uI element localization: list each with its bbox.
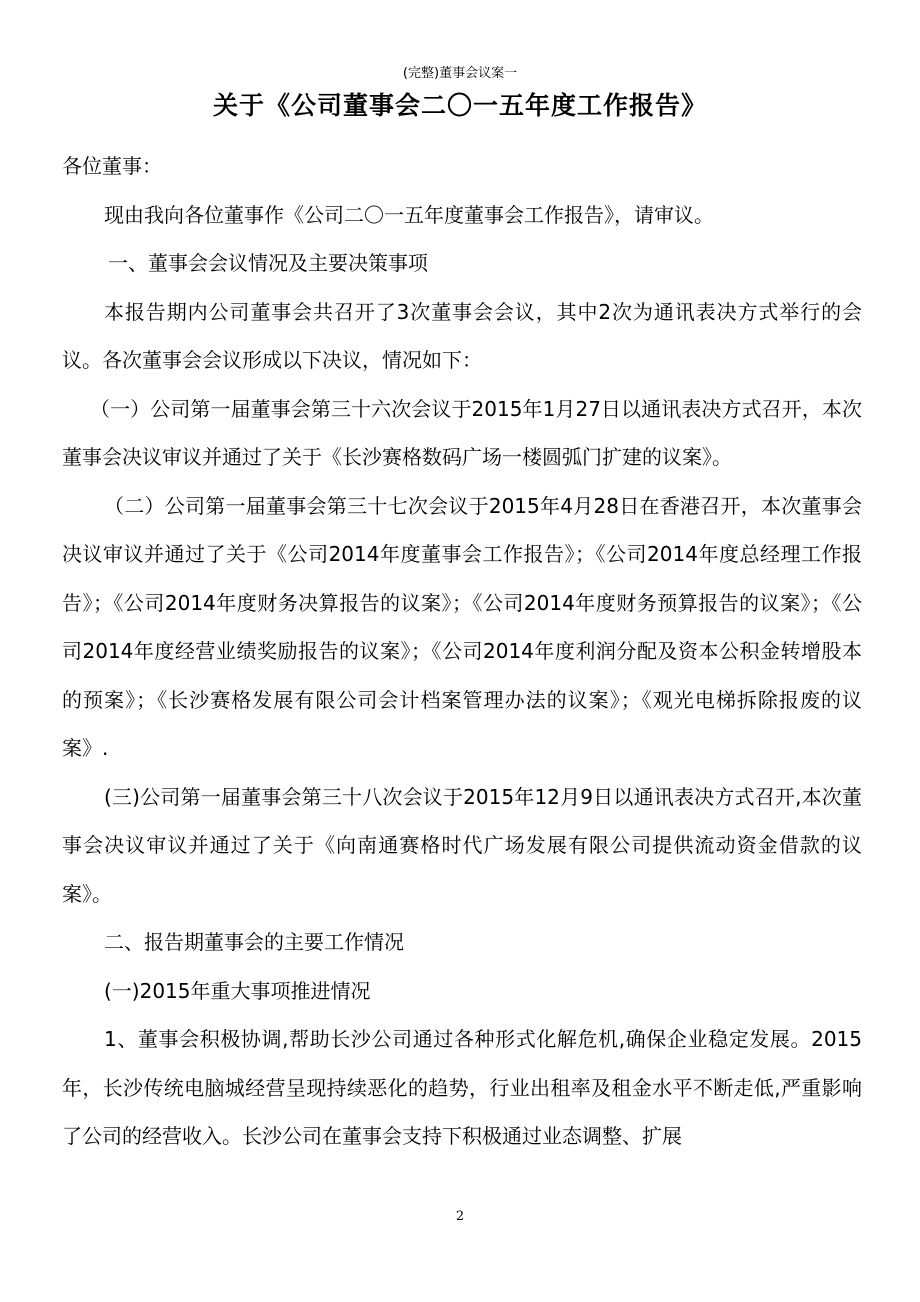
section-heading-1: 一、董事会会议情况及主要决策事项 [108, 251, 428, 275]
paragraph-meeting-2: （二）公司第一届董事会第三十七次会议于2015年4月28日在香港召开，本次董事会决议审议并通过了关于《公司2014年度董事会工作报告》；《公司2014年度总经理工作报告》；《公司2014年度财务决算报告的议案》；《公司2014年度财务预算报告的议案》；《公司2014年度经营业绩奖励报告的议案》；《公司2014年度利润分配及资本公积金转增股本的预案》；《长沙赛格发展有限公司会计档案管理办法的议案》；《观光电梯拆除报废的议案》. [62, 493, 862, 760]
page-number: 2 [455, 1209, 465, 1224]
document-body [62, 142, 862, 1161]
salutation: 各位董事： [62, 154, 162, 178]
paragraph-meeting-1: （一）公司第一届董事会第三十六次会议于2015年1月27日以通讯表决方式召开，本次董事会决议审议并通过了关于《长沙赛格数码广场一楼圆弧门扩建的议案》。 [62, 396, 862, 469]
section-heading-2: 二、报告期董事会的主要工作情况 [104, 930, 404, 954]
subsection-heading: (一)2015年重大事项推进情况 [104, 978, 371, 1003]
paragraph-item-1: 1、董事会积极协调,帮助长沙公司通过各种形式化解危机,确保企业稳定发展。2015年，长沙传统电脑城经营呈现持续恶化的趋势，行业出租率及租金水平不断走低,严重影响了公司的经营收入。长沙公司在董事会支持下积极通过业态调整、扩展 [62, 1027, 862, 1148]
paragraph-meeting-3: (三)公司第一届董事会第三十八次会议于2015年12月9日以通讯表决方式召开,本次董事会决议审议并通过了关于《向南通赛格时代广场发展有限公司提供流动资金借款的议案》。 [62, 784, 862, 906]
paragraph-meetings-summary: 本报告期内公司董事会共召开了3次董事会会议，其中2次为通讯表决方式举行的会议。各次董事会会议形成以下决议，情况如下： [62, 299, 862, 372]
document-title: 关于《公司董事会二〇一五年度工作报告》 [212, 91, 707, 120]
paragraph-intro: 现由我向各位董事作《公司二〇一五年度董事会工作报告》，请审议。 [104, 202, 714, 227]
page-header: (完整)董事会议案一 [402, 66, 518, 81]
